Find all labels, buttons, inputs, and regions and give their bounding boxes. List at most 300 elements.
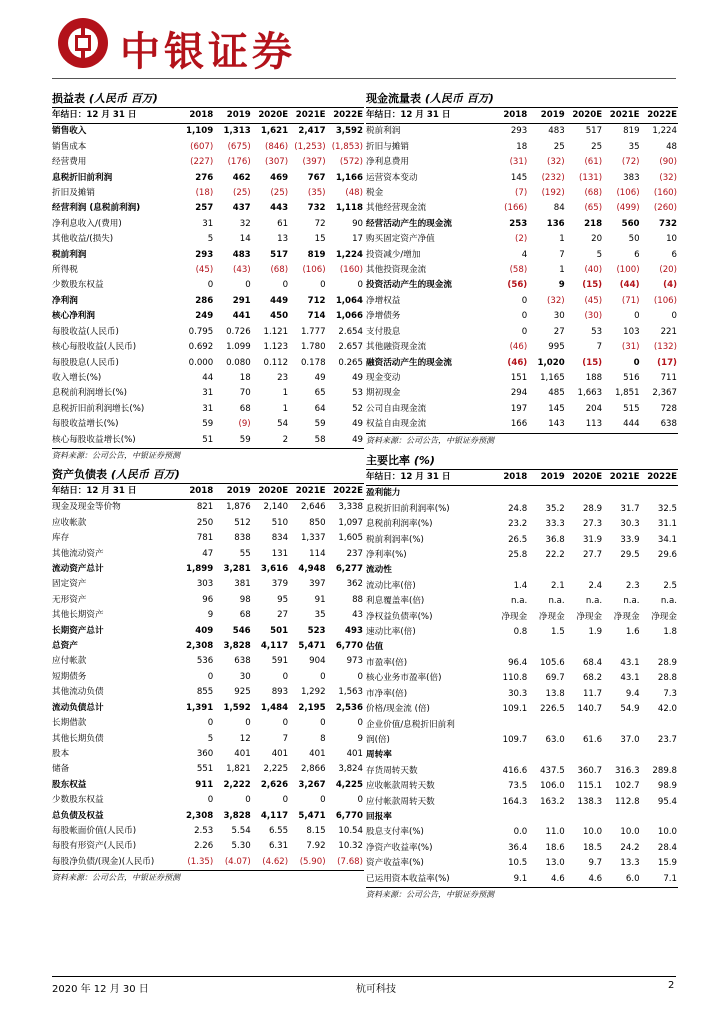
table-row [52,278,364,293]
row-value: (607) [190,141,214,152]
row-value: 102.7 [614,781,640,792]
row-value: 1,851 [614,388,640,399]
row-value: 1,166 [335,172,363,183]
header-year: 2018 [177,484,214,500]
row-label: 库存 [52,533,70,544]
row-value: 441 [232,311,251,322]
row-value: 0 [245,795,251,806]
row-value: 净现金 [501,611,528,622]
row-value: (35) [307,188,326,199]
row-value: 88 [352,594,363,605]
row-value: 197 [510,403,528,414]
row-label: 盈利能力 [366,488,401,499]
row-value [603,748,640,763]
row-value: (58) [509,265,528,276]
row-value: 6,770 [335,810,363,821]
row-value: 13 [277,234,289,245]
row-value: 5.30 [231,841,251,852]
row-value: 8.15 [306,825,326,836]
row-value: 9 [357,733,363,744]
row-value [641,748,678,763]
row-value: 293 [195,249,214,260]
row-value: (4.07) [224,856,251,867]
row-value [641,718,678,733]
row-value: 362 [346,579,363,590]
row-value: 18 [516,141,528,152]
row-label: 息税折旧前利润增长(%) [52,403,145,414]
row-value: 551 [196,764,214,775]
row-label: 利息覆盖率(倍) [366,596,425,607]
row-value: 1.6 [625,627,640,638]
footer-company: 杭可科技 [356,984,396,995]
row-label: 每股收益增长(%) [52,419,119,430]
row-value: 450 [270,311,289,322]
table-row [366,171,678,186]
row-value: (32) [547,157,565,168]
row-value: n.a. [585,596,603,607]
row-value: (166) [504,203,528,214]
row-value: 1,313 [223,126,251,137]
row-value: 70 [239,388,251,399]
header-year: 2020E [252,484,289,500]
table-row [366,779,678,794]
row-value: 35 [628,141,640,152]
row-value: 397 [309,579,326,590]
table-row [52,824,364,839]
row-value: (30) [584,311,603,322]
row-value: (7) [515,188,528,199]
row-value: 51 [202,434,214,445]
row-value: (572) [339,157,363,168]
row-label: 应收帐款 [52,517,87,528]
section-unit: (人民币 百万) [88,92,158,105]
row-value: (132) [653,342,677,353]
row-value: 512 [234,517,251,528]
row-value: n.a. [623,596,640,607]
row-label: 固定资产 [52,579,87,590]
key-ratios [366,452,678,902]
row-value: 13.3 [620,858,640,869]
row-value: 53 [352,388,363,399]
row-label: 投资减少/增加 [366,249,421,260]
row-value: 0 [357,280,363,291]
row-value: 1,224 [652,126,677,137]
row-value: 42.0 [657,704,677,715]
source-note: 资料来源：公司公告，中银证券预测 [366,887,678,902]
table-row [52,608,364,623]
row-value: 911 [195,779,214,790]
row-value: (160) [653,188,677,199]
table-row [52,701,364,716]
row-value: 68.2 [582,673,603,684]
row-value: 69.7 [545,673,565,684]
row-label: 现金变动 [366,372,401,383]
table-row [52,402,364,417]
table-row [366,748,678,763]
row-value: 25 [591,141,603,152]
table-row [52,340,364,355]
row-value: 28.8 [657,673,677,684]
row-label: 息税前利润增长(%) [52,388,128,399]
row-value: 638 [660,419,677,430]
row-value: 3,592 [335,126,363,137]
row-value: 31.7 [620,503,640,514]
row-value: (32) [659,172,677,183]
row-value: 27 [553,326,565,337]
row-value: 1,484 [260,702,289,713]
row-label: 股本 [52,748,70,759]
row-value: (72) [621,157,640,168]
row-label: 总资产 [52,641,78,652]
row-value: 9.7 [588,858,603,869]
row-value: 1 [282,403,289,414]
row-value: 1 [559,265,565,276]
row-value: 7 [282,733,289,744]
row-value: (68) [584,188,603,199]
row-value: 2.657 [338,342,363,353]
row-value: 37.0 [620,734,640,745]
row-value: (846) [265,141,289,152]
row-value: (71) [621,295,640,306]
row-label: 经营利润 (息税前利润) [52,203,141,214]
row-value: (1,253) [294,141,326,152]
row-value: 0 [320,671,326,682]
row-label: 所得税 [52,265,78,276]
row-value: 10.54 [338,825,363,836]
row-label: 税前利润率(%) [366,534,424,545]
section-title-text: 现金流量表 [366,92,421,105]
row-value: 2,367 [652,388,677,399]
row-label: 应收帐款周转天数 [366,781,435,792]
row-value: 5,471 [298,641,326,652]
table-row [52,171,364,186]
row-label: 长期借款 [52,718,87,729]
table-row [52,593,364,608]
table-row [366,386,678,401]
row-value: 17 [352,234,363,245]
row-value: 65 [314,388,326,399]
table-row [52,248,364,263]
row-value: 1,337 [300,533,326,544]
table-row [52,155,364,170]
row-value: 6,277 [335,564,363,575]
header-year: 2022E [641,108,678,124]
row-label: 储备 [52,764,70,775]
cashflow-statement [366,90,678,448]
row-value: (48) [345,188,363,199]
row-value: 0 [207,671,214,682]
row-value: 2,140 [263,502,289,513]
row-value: 401 [309,748,326,759]
row-label: 公司自由现金流 [366,403,427,414]
row-value: 10.0 [657,827,677,838]
row-value: 469 [270,172,289,183]
row-label: 净资产收益率(%) [366,842,433,853]
row-value: 834 [271,533,289,544]
row-value: (106) [616,188,640,199]
table-header-row [52,484,364,500]
row-value: 0.265 [338,357,363,368]
table-row [52,201,364,216]
table-row [52,685,364,700]
row-value: 96 [202,594,214,605]
row-value: 103 [623,326,640,337]
row-value: 819 [623,126,640,137]
row-value: 1.9 [588,627,603,638]
row-value: (43) [233,265,251,276]
row-value: 166 [510,419,528,430]
table-row [366,201,678,216]
row-value: 6 [671,249,677,260]
header-year: 2019 [214,108,251,124]
row-value: 6.31 [268,841,289,852]
row-value: 4.6 [588,873,603,884]
row-value: 2,866 [300,764,326,775]
row-label: 周转率 [366,750,392,761]
row-value: 115.1 [577,781,603,792]
row-value [566,810,603,825]
row-value: 5 [207,234,214,245]
table-row [366,594,678,609]
row-value: 2,225 [263,764,289,775]
row-value: 516 [623,372,640,383]
row-label: 折旧与摊销 [366,141,409,152]
table-row [366,294,678,309]
row-value: 409 [195,625,214,636]
row-value: 1 [559,234,565,245]
data-table [366,470,678,887]
row-value: 110.8 [502,673,528,684]
row-label: 运营资本变动 [366,172,418,183]
row-value: 0 [634,311,640,322]
row-value: 485 [548,388,565,399]
row-value: 145 [548,403,565,414]
table-row [52,639,364,654]
table-row [52,793,364,808]
row-value: 18.6 [545,842,565,853]
table-row [366,671,678,686]
row-value: 4.6 [551,873,565,884]
table-row [52,855,364,870]
row-value: 49 [314,372,326,383]
row-label: 每股净负债/(现金)(人民币) [52,856,155,867]
row-value: 1,165 [540,372,565,383]
header-year: 2022E [327,484,364,500]
row-value: (61) [584,157,603,168]
row-value [566,718,603,733]
row-value: 13.0 [545,858,565,869]
row-value: 98.9 [657,781,677,792]
row-value: 0.178 [300,357,326,368]
row-value: 0.0 [513,827,528,838]
row-value: 510 [271,517,289,528]
row-label: 净增债务 [366,311,401,322]
row-value: 11.7 [582,688,603,699]
row-value: 3,267 [298,779,326,790]
row-value: 22.2 [545,550,565,561]
header-label: 年结日：12 月 31 日 [52,108,177,124]
row-value: 23.2 [508,519,528,530]
section-title [366,90,678,108]
data-table [366,108,678,433]
row-value: 90 [352,218,363,229]
table-row [52,417,364,432]
row-value: 109.7 [502,734,528,745]
row-value: 4,117 [260,641,289,652]
header-year: 2020E [566,470,603,486]
row-value: 43.1 [620,657,640,668]
row-value: 55 [239,548,251,559]
row-value: 30.3 [508,688,528,699]
row-value [641,810,678,825]
row-value: 2,222 [223,779,251,790]
header-year: 2018 [491,470,528,486]
row-value: (65) [584,203,603,214]
row-label: 税金 [366,188,384,199]
row-value: 2,308 [186,641,214,652]
row-value: 253 [509,218,528,229]
row-value: 33.9 [620,534,640,545]
row-value: (40) [584,265,603,276]
table-row [52,562,364,577]
header-year: 2020E [566,108,603,124]
row-value: 6,770 [335,641,363,652]
brand-logo [58,18,358,75]
row-value: 517 [585,126,603,137]
row-value: (160) [339,265,363,276]
balance-sheet [52,466,364,885]
row-value: (15) [582,357,603,368]
row-value: 98 [239,594,251,605]
row-value: 140.7 [577,704,603,715]
table-row [52,762,364,777]
row-label: 价格/现金流 (倍) [366,704,430,715]
row-value: 767 [307,172,326,183]
row-value [603,718,640,733]
row-value: 286 [195,295,214,306]
row-value: 291 [232,295,251,306]
row-value: 145 [510,172,528,183]
row-value: 293 [510,126,528,137]
data-table [52,108,364,448]
header-year: 2018 [491,108,528,124]
row-value: 0 [245,718,251,729]
row-value: 58 [314,434,326,445]
row-value: 294 [510,388,528,399]
row-value: 0.000 [188,357,214,368]
row-label: 总负债及权益 [52,810,104,821]
row-value: (15) [582,280,603,291]
row-label: 销售收入 [52,126,87,137]
row-value: 43.1 [620,673,640,684]
row-value: 925 [234,687,251,698]
row-label: 每股股息(人民币) [52,357,119,368]
table-row [52,263,364,278]
row-value [528,563,565,578]
row-value: (25) [270,188,289,199]
row-label: 净利息费用 [366,157,409,168]
row-value: 95 [277,594,289,605]
row-value: 276 [195,172,214,183]
row-value: (260) [653,203,677,214]
row-label: 股息支付率(%) [366,827,424,838]
row-value: (45) [584,295,603,306]
row-value [566,640,603,655]
row-value: 1,118 [335,203,363,214]
table-row [52,670,364,685]
row-value: 9 [558,280,565,291]
row-value: 493 [345,625,363,636]
row-value: 1,097 [338,517,363,528]
row-value: 84 [553,203,565,214]
row-value: 31 [202,403,214,414]
row-value: 1,064 [335,295,363,306]
row-value: 4,225 [335,779,363,790]
row-label: 期初现金 [366,388,401,399]
row-value [528,486,565,502]
table-row [366,155,678,170]
row-value: 95.4 [657,796,677,807]
table-row [366,702,678,717]
row-value: 0 [357,718,363,729]
row-label: 经营活动产生的现金流 [366,218,452,229]
row-value: 10.0 [582,827,603,838]
row-label: 短期债务 [52,671,87,682]
table-row [366,825,678,840]
table-row [366,124,678,140]
row-value: 28.4 [657,842,677,853]
row-label: 少数股东权益 [52,795,104,806]
row-label: 核心每股收益增长(%) [52,434,136,445]
row-value: 2.53 [194,825,214,836]
row-value: 1 [282,388,289,399]
row-value: 316.3 [614,765,640,776]
table-row [366,340,678,355]
row-value: 18 [239,372,251,383]
header-year: 2022E [327,108,364,124]
row-value: 106.0 [540,781,565,792]
row-value: (46) [509,342,528,353]
row-value: 1,899 [186,564,214,575]
row-value: 3,281 [223,564,251,575]
row-label: 净利息收入/(费用) [52,218,122,229]
row-label: 市净率(倍) [366,688,408,699]
row-value: 2,646 [300,502,326,513]
row-label: 润(倍) [366,734,390,745]
row-value: 443 [270,203,289,214]
table-row [366,548,678,563]
row-value: 416.6 [502,765,528,776]
row-value: 68 [239,403,251,414]
row-value: 0.112 [263,357,289,368]
row-value: 1,391 [186,702,214,713]
row-label: 流动负债总计 [52,702,104,713]
table-row [366,625,678,640]
row-value: 1.4 [513,580,528,591]
header-label: 年结日：12 月 31 日 [366,108,491,124]
row-value: 381 [234,579,251,590]
section-title [52,466,364,484]
row-value: (100) [616,265,640,276]
row-value: 12 [239,733,251,744]
row-label: 每股帐面价值(人民币) [52,825,137,836]
row-value: 91 [314,594,326,605]
header-year: 2019 [528,470,565,486]
row-label: 流动比率(倍) [366,580,416,591]
row-value: (675) [227,141,251,152]
row-value: 112.8 [614,796,640,807]
row-value: 8 [320,733,326,744]
